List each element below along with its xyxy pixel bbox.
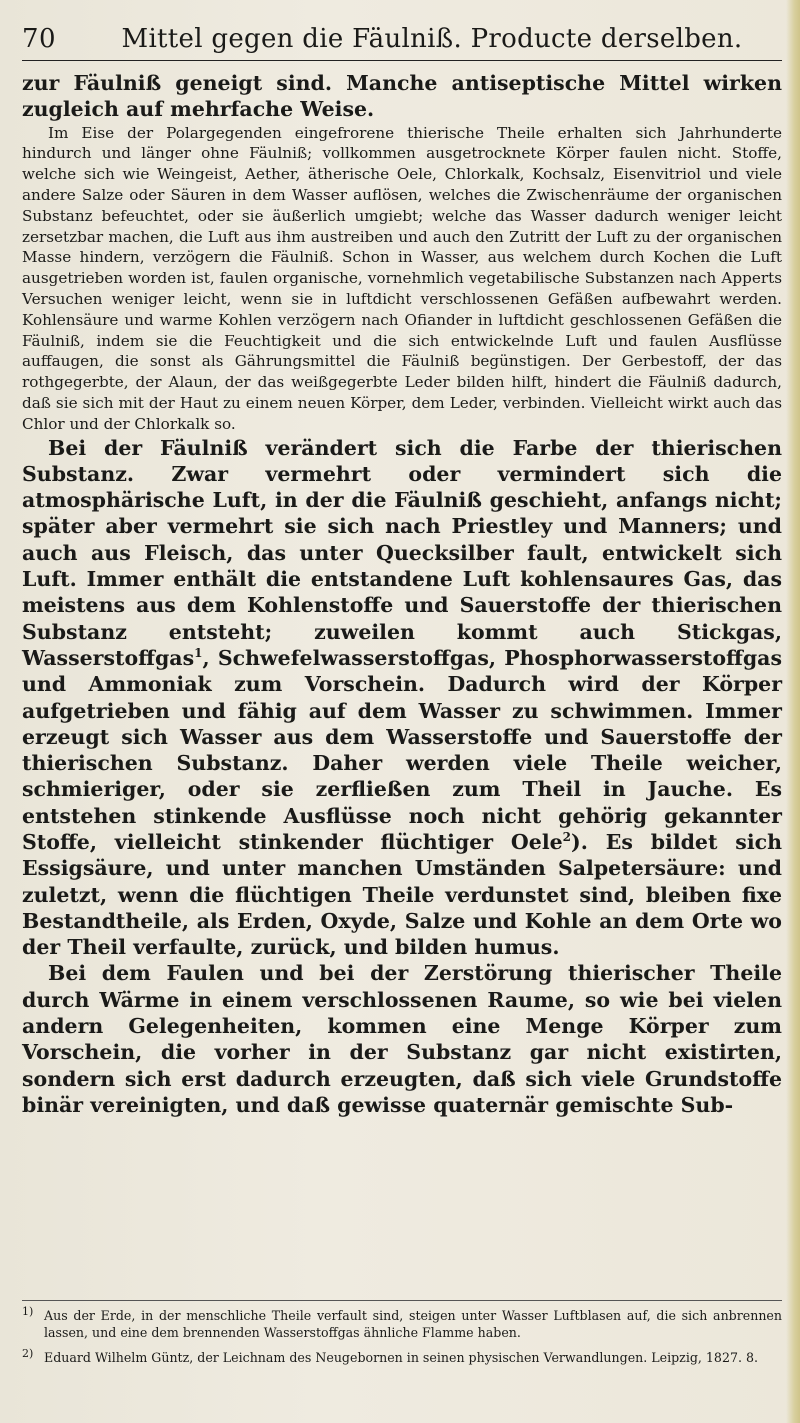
page-number: 70: [22, 24, 57, 54]
paragraph-part-a: Bei der Fäulniß verändert sich die Farbe der thierischen Substanz. Zwar vermehrt oder vermindert sich die atmosphärische Luft, in der die Fäulniß geschieht, anfangs nicht; später aber vermehrt sie sich nach Priestley und Manners; und auch aus Fleisch, das unter Quecksilber fault, entwickelt sich Luft. Immer enthält die entstandene Luft kohlensaures Gas, das meistens aus dem Kohlenstoffe und Sauerstoffe der thierischen Substanz entsteht; zuweilen kommt auch Stickgas, Wasserstoffgas: [22, 435, 782, 670]
paragraph-part-b: , Schwefelwasserstoffgas, Phosphorwasserstoffgas und Ammoniak zum Vorschein. Dadurch wird der Körper aufgetrieben und fähig auf dem Wasser zu schwimmen. Immer erzeugt sich Wasser aus dem Wasserstoffe und Sauerstoffe der thierischen Substanz. Daher werden viele Theile weicher, schmieriger, oder sie zerfließen zum Theil in Jauche. Es entstehen stinkende Ausflüsse noch nicht gehörig gekannter Stoffe, vielleicht stinkender flüchtiger Oele: [22, 645, 782, 854]
body-text: [22, 70, 782, 1118]
footnote-1: 1) Aus der Erde, in der menschliche Theile verfault sind, steigen unter Wasser Luftblasen auf, die sich anbrennen lassen, und eine dem brennenden Wasserstoffgas ähnliche Flamme haben.: [22, 1304, 782, 1340]
footnote-text: Aus der Erde, in der menschliche Theile verfault sind, steigen unter Wasser Luftblasen auf, die sich anbrennen lassen, und eine dem brennenden Wasserstoffgas ähnliche Flamme haben.: [44, 1308, 782, 1340]
paragraph-putrefaction-products: [22, 435, 782, 961]
page-edge-shadow: [786, 0, 800, 1423]
footnote-ref-1: 1: [194, 646, 203, 661]
footnotes: [22, 1300, 782, 1374]
paragraph-intro: zur Fäulniß geneigt sind. Manche antiseptische Mittel wirken zugleich auf mehrfache Weise.: [22, 71, 782, 122]
paragraph-preservation: Im Eise der Polargegenden eingefrorene thierische Theile erhalten sich Jahrhunderte hindurch und länger ohne Fäulniß; vollkommen ausgetrocknete Körper faulen nicht. Stoffe, welche sich wie Weingeist, Aether, ätherische Oele, Chlorkalk, Kochsalz, Eisenvitriol und viele andere Salze oder Säuren in dem Wasser auflösen, welches die Zwischenräume der organischen Substanz befeuchtet, oder sie äußerlich umgiebt; welche das Wasser dadurch weniger leicht zersetzbar machen, die Luft aus ihm austreiben und auch den Zutritt der Luft zu der organischen Masse hindern, verzögern die Fäulniß. Schon in Wasser, aus welchem durch Kochen die Luft ausgetrieben worden ist, faulen organische, vornehmlich vegetabilische Substanzen nach Apperts Versuchen weniger leicht, wenn sie in luftdicht verschlossenen Gefäßen aufbewahrt werden. Kohlensäure und warme Kohlen verzögern nach Ofiander in luftdicht geschlossenen Gefäßen die Fäulniß, indem sie die Feuchtigkeit und die sich entwickelnde Luft und faulen Ausflüsse auffaugen, die sonst als Gährungsmittel die Fäulniß begünstigen. Der Gerbestoff, der das rothgegerbte, der Alaun, der das weißgegerbte Leder bilden hilft, hindert die Fäulniß dadurch, daß sie sich mit der Haut zu einem neuen Körper, dem Leder, verbinden. Vielleicht wirkt auch das Chlor und der Chlorkalk so.: [22, 123, 782, 433]
page-header: [22, 24, 782, 61]
paragraph-part-c: ). Es bildet sich Essigsäure, und unter manchen Umständen Salpetersäure: und zuletzt, wenn die flüchtigen Theile verdunstet sind, bleiben fixe Bestandtheile, als Erden, Oxyde, Salze und Kohle an dem Orte wo der Theil verfaulte, zurück, und bilden humus.: [22, 830, 782, 960]
footnote-2: 2) Eduard Wilhelm Güntz, der Leichnam des Neugebornen in seinen physischen Verwandlungen. Leipzig, 1827. 8.: [22, 1346, 758, 1365]
footnote-text: Eduard Wilhelm Güntz, der Leichnam des Neugebornen in seinen physischen Verwandlungen. Leipzig, 1827. 8.: [44, 1350, 758, 1365]
footnote-ref-2: 2: [562, 830, 572, 845]
paragraph-new-bodies: Bei dem Faulen und bei der Zerstörung thierischer Theile durch Wärme in einem verschlossenen Raume, so wie bei vielen andern Gelegenheiten, kommen eine Menge Körper zum Vorschein, die vorher in der Substanz gar nicht existirten, sondern sich erst dadurch erzeugten, daß sich viele Grundstoffe binär vereinigten, und daß gewisse quaternär gemischte Sub-: [22, 961, 782, 1117]
running-title: Mittel gegen die Fäulniß. Producte derselben.: [121, 24, 743, 54]
